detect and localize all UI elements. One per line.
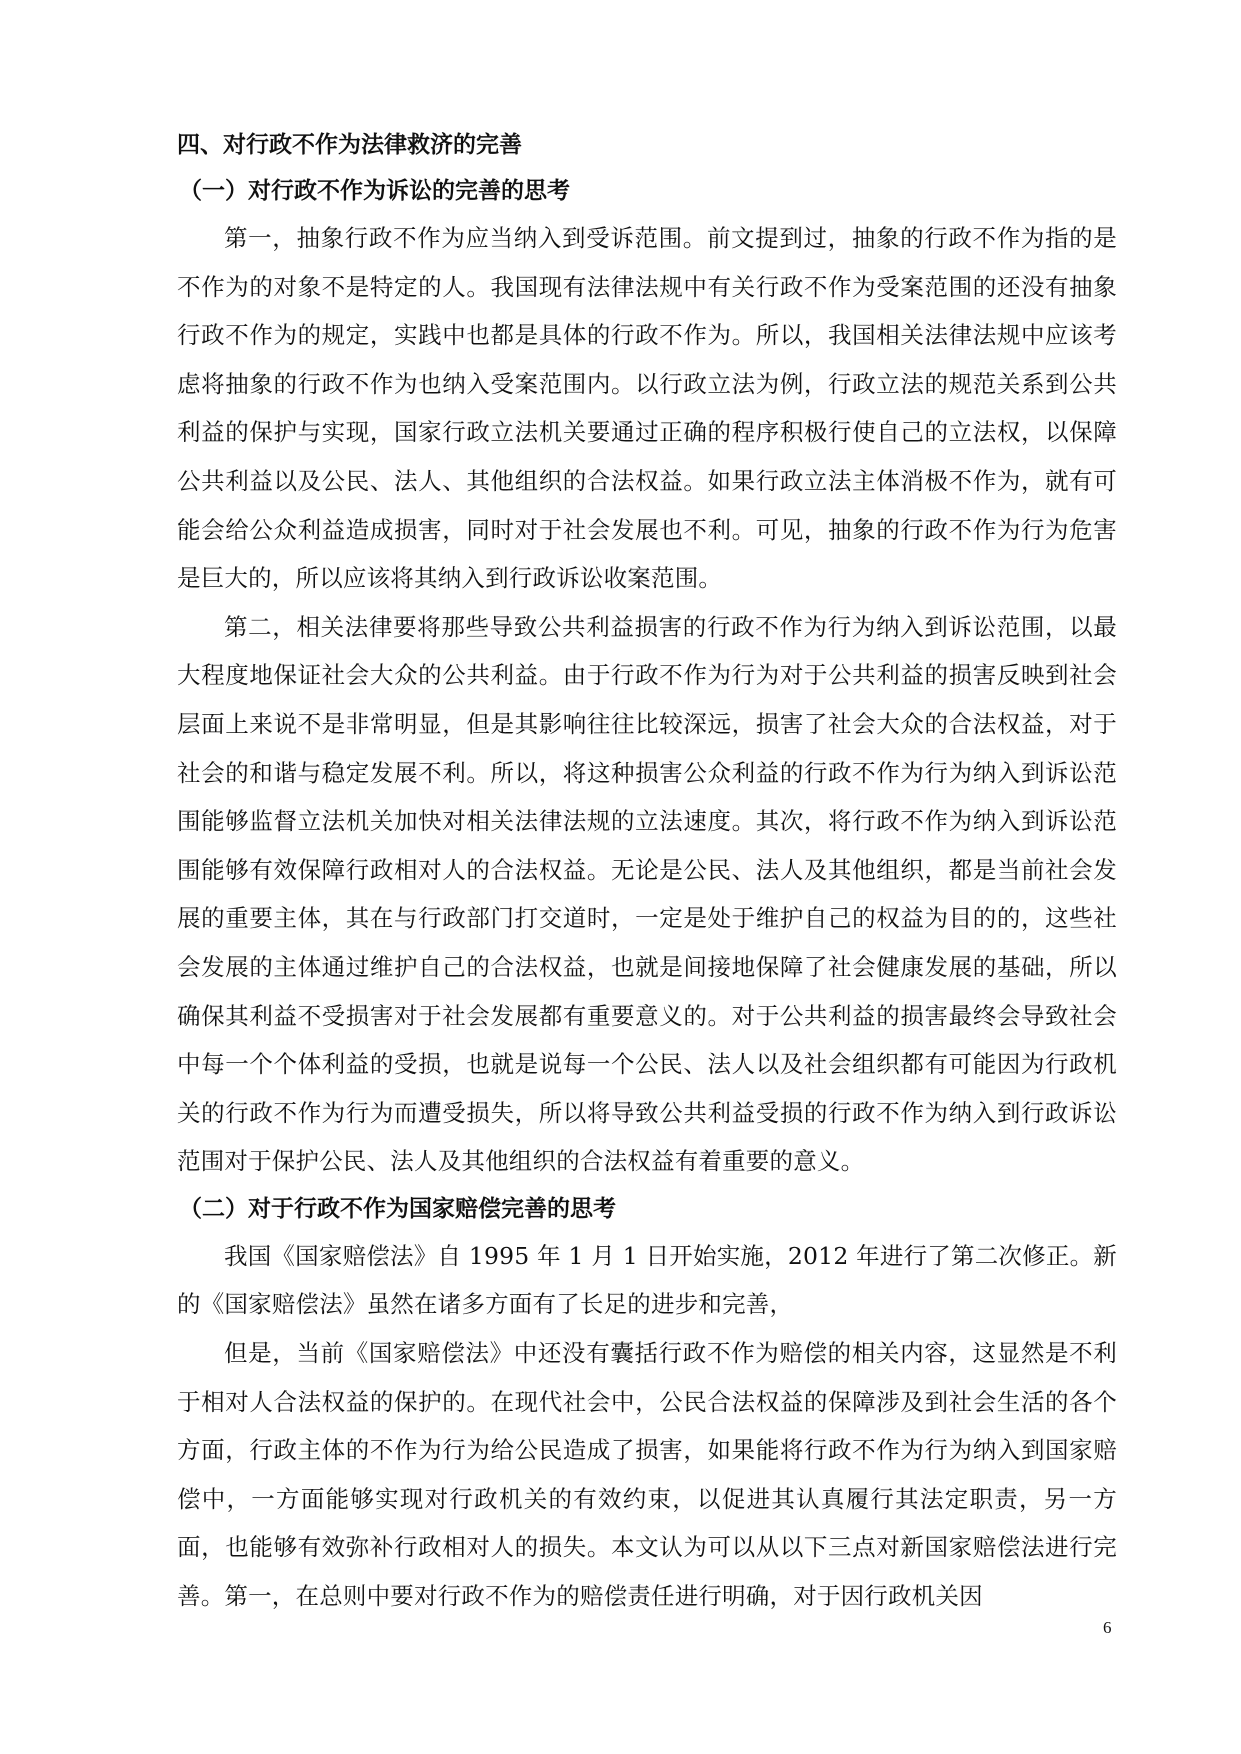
- page-number: 6: [1103, 1618, 1112, 1637]
- subsection-heading-2: （二）对于行政不作为国家赔偿完善的思考: [179, 1195, 616, 1222]
- paragraph-2: 第二，相关法律要将那些导致公共利益损害的行政不作为行为纳入到诉讼范围，以最大程度地保证社会大众的公共利益。由于行政不作为行为对于公共利益的损害反映到社会层面上来说不是非常明显，但是其影响往往比较深远，损害了社会大众的合法权益，对于社会的和谐与稳定发展不利。所以，将这种损害公众利益的行政不作为行为纳入到诉讼范围能够监督立法机关加快对相关法律法规的立法速度。其次，将行政不作为纳入到诉讼范围能够有效保障行政相对人的合法权益。无论是公民、法人及其他组织，都是当前社会发展的重要主体，其在与行政部门打交道时，一定是处于维护自己的权益为目的的，这些社会发展的主体通过维护自己的合法权益，也就是间接地保障了社会健康发展的基础，所以确保其利益不受损害对于社会发展都有重要意义的。对于公共利益的损害最终会导致社会中每一个个体利益的受损，也就是说每一个公民、法人以及社会组织都有可能因为行政机关的行政不作为行为而遭受损失，所以将导致公共利益受损的行政不作为纳入到行政诉讼范围对于保护公民、法人及其他组织的合法权益有着重要的意义。: [177, 612, 1117, 1176]
- section-heading: 四、对行政不作为法律救济的完善: [177, 132, 522, 158]
- paragraph-1: 第一，抽象行政不作为应当纳入到受诉范围。前文提到过，抽象的行政不作为指的是不作为的对象不是特定的人。我国现有法律法规中有关行政不作为受案范围的还没有抽象行政不作为的规定，实践中也都是具体的行政不作为。所以，我国相关法律法规中应该考虑将抽象的行政不作为也纳入受案范围内。以行政立法为例，行政立法的规范关系到公共利益的保护与实现，国家行政立法机关要通过正确的程序积极行使自己的立法权，以保障公共利益以及公民、法人、其他组织的合法权益。如果行政立法主体消极不作为，就有可能会给公众利益造成损害，同时对于社会发展也不利。可见，抽象的行政不作为行为危害是巨大的，所以应该将其纳入到行政诉讼收案范围。: [177, 224, 1117, 593]
- subsection-heading-1: （一）对行政不作为诉讼的完善的思考: [179, 178, 570, 204]
- paragraph-3: 我国《国家赔偿法》自 1995 年 1 月 1 日开始实施，2012 年进行了第二次修正。新的《国家赔偿法》虽然在诸多方面有了长足的进步和完善，: [177, 1241, 1117, 1319]
- page-body: [177, 122, 1117, 1621]
- paragraph-4: 但是，当前《国家赔偿法》中还没有囊括行政不作为赔偿的相关内容，这显然是不利于相对人合法权益的保护的。在现代社会中，公民合法权益的保障涉及到社会生活的各个方面，行政主体的不作为行为给公民造成了损害，如果能将行政不作为行为纳入到国家赔偿中，一方面能够实现对行政机关的有效约束，以促进其认真履行其法定职责，另一方面，也能够有效弥补行政相对人的损失。本文认为可以从以下三点对新国家赔偿法进行完善。第一，在总则中要对行政不作为的赔偿责任进行明确，对于因行政机关因: [177, 1339, 1117, 1611]
